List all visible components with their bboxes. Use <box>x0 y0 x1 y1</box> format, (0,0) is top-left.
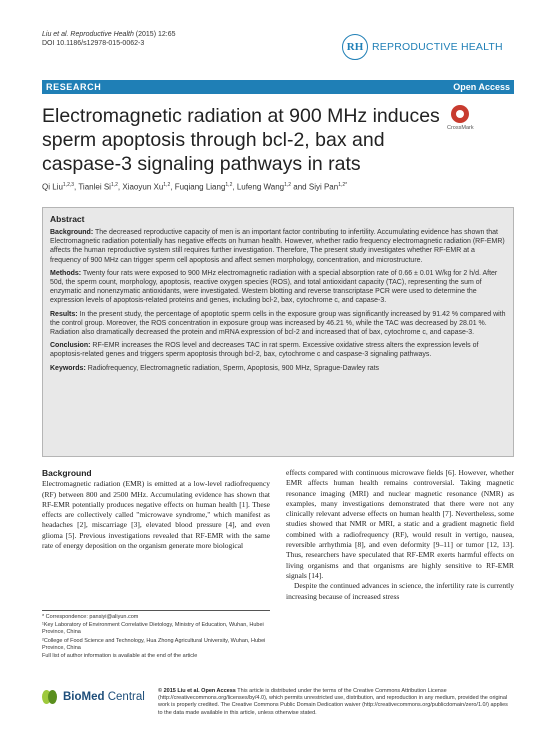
abstract-section-text: The decreased reproductive capacity of men is an important factor contributing to infertility. Accumulating evidence has shown that Electromagnetic radiation potentially has negative effects on human health. However, whether radio frequency electromagnetic radiation (RF-EMR) affects the human reproductive system still requires further investigation. Therefore, The present study investigates whether RF-EMR at a frequency of 900 MHz can trigger sperm cell apoptosis and affect semen morphology, concentration, and microstructure. <box>50 229 505 264</box>
background-heading: Background <box>42 468 92 478</box>
author-name: Fuqiang Liang <box>174 182 226 192</box>
body-paragraph: effects compared with continuous microwave fields [6]. However, whether EMR affects human health remains controversial. Taking magnetic resonance imaging (MRI) and nuclear magnetic resonance (NMR) as examples, many investigations demonstrated that there were not any clinically relevant adverse effects on human health [7]. Nevertheless, some studies showed that NMR or MRI, a static and a gradient magnetic field combined with a radiofrequency (RF), would result in vertigo, nausea, reversible arrhythmia [8], and even deformity [9–11] or tumor [12, 13]. Thus, researchers have speculated that RF-EMR exerts harmful effects on living organisms and that organisms are highly sensitive to RF-EMR signals [14]. <box>286 468 514 580</box>
abstract-paragraph <box>50 228 506 265</box>
body-column-right <box>286 468 514 602</box>
author-name: Qi Liu <box>42 182 63 192</box>
body-column-left <box>42 468 270 551</box>
correspondence-note[interactable]: * Correspondence: pansiyi@aliyun.com <box>42 614 139 620</box>
citation-doi: DOI 10.1186/s12978-015-0062-3 <box>42 40 145 47</box>
abstract-section-text: Radiofrequency, Electromagnetic radiation, Sperm, Apoptosis, 900 MHz, Sprague-Dawley rats <box>85 364 380 372</box>
body-paragraph: Electromagnetic radiation (EMR) is emitted at a low-level radiofrequency (RF) between 800 and 2500 MHz. Accumulating evidence has shown that RF-EMR potentially produces negative effects on human health [1]. These effects are collectively called "microwave syndrome," which manifest as headaches [2], miscarriage [3], elevated blood pressure [4], and even glioma [5]. Previous investigations revealed that RF-EMR with the same rate of energy deposition on the organism generate more biological <box>42 479 270 551</box>
body-paragraph: Despite the continued advances in science, the infertility rate is currently increasing because of increased stress <box>286 581 514 601</box>
affiliation-note: ¹Key Laboratory of Environment Correlative Dietology, Ministry of Education, Wuhan, Hubei Province, China <box>42 622 264 636</box>
section-banner <box>42 80 514 94</box>
article-title: Electromagnetic radiation at 900 MHz induces sperm apoptosis through bcl-2, bax and caspase-3 signaling pathways in rats <box>42 105 440 175</box>
author-affiliation-sup: 1,2* <box>338 182 348 188</box>
rh-logo-icon <box>342 34 368 60</box>
abstract-box <box>42 207 514 457</box>
abstract-paragraph <box>50 364 506 373</box>
author-affiliation-sup: 1,2 <box>110 182 118 188</box>
crossmark-icon <box>451 105 469 123</box>
author-list: Qi Liu$^{1,2,3}$, Tianlei Si$^{1,2}$, Xiaoyun Xu$^{1,2}$, Fuqiang Liang$^{1,2}$, Lufeng Wang$^{1,2}$ and Siyi Pan$^{1,2*}$ <box>42 182 348 192</box>
biomed-central-logo[interactable] <box>42 688 158 706</box>
crossmark-badge[interactable] <box>447 105 474 131</box>
journal-logo[interactable] <box>342 34 503 60</box>
abstract-sections <box>50 228 506 373</box>
abstract-section-text: In the present study, the percentage of apoptotic sperm cells in the exposure group was significantly increased by 91.42 % compared with the control group. Moreover, the ROS concentration in exposure group was increased by 46.21 %, while the TAC was decreased by 28.01 %. Radiation also dramatically decreased the protein and mRNA expression of bcl-2 and increased that of bax, cytochrome c, and capase-3. <box>50 310 506 337</box>
author-affiliation-sup: 1,2 <box>225 182 233 188</box>
author-name: Tianlei Si <box>78 182 111 192</box>
abstract-heading: Abstract <box>50 214 85 224</box>
abstract-section-label: Background: <box>50 229 94 236</box>
author-affiliation-sup: 1,2 <box>284 182 292 188</box>
author-affiliation-sup: 1,2,3 <box>62 182 75 188</box>
citation-volume: (2015) 12:65 <box>133 31 176 38</box>
abstract-section-label: Keywords: <box>50 364 86 372</box>
biomed-central-icon <box>42 688 60 706</box>
abstract-paragraph <box>50 269 506 306</box>
author-name: Lufeng Wang <box>236 182 285 192</box>
article-citation <box>42 30 176 48</box>
abstract-section-label: Methods: <box>50 269 82 277</box>
abstract-section-label: Conclusion: <box>50 342 91 350</box>
license-text: This article is distributed under the terms of the Creative Commons Attribution License (http://creativecommons.org/licenses/by/4.0), which permits unrestricted use, distribution, and reproduction in any medium, provided the original work is properly credited. The Creative Commons Public Domain Dedication waiver (http://creativecommons.org/publicdomain/zero/1.0/) applies to the data made available in this article, unless otherwise stated. <box>158 688 508 716</box>
abstract-section-text: RF-EMR increases the ROS level and decreases TAC in rat sperm. Excessive oxidative stress alters the expression levels of apoptosis-related genes and triggers sperm apoptosis through bcl-2, bax, cytochrome c and caspase-3 signaling pathways. <box>50 342 479 359</box>
author-info-note: Full list of author information is available at the end of the article <box>42 653 198 660</box>
abstract-section-label: Results: <box>50 310 78 318</box>
license-copyright: © 2015 Liu et al. Open Access <box>158 688 236 694</box>
journal-name: REPRODUCTIVE HEALTH <box>372 41 503 53</box>
author-name: Xiaoyun Xu <box>122 182 164 192</box>
author-name: Siyi Pan <box>308 182 339 192</box>
author-affiliation-sup: 1,2 <box>163 182 171 188</box>
abstract-paragraph <box>50 341 506 359</box>
footnotes <box>42 610 270 661</box>
publisher-name: BioMed Central <box>63 691 145 703</box>
section-label: RESEARCH <box>46 82 102 92</box>
rh-badge-text: RH <box>346 41 364 53</box>
affiliation-note: ²College of Food Science and Technology, Hua Zhong Agricultural University, Wuhan, Hubei Province, China <box>42 637 266 651</box>
page-footer <box>42 688 514 717</box>
abstract-paragraph <box>50 310 506 338</box>
crossmark-label: CrossMark <box>447 125 474 131</box>
license-statement <box>158 688 514 717</box>
abstract-section-text: Twenty four rats were exposed to 900 MHz electromagnetic radiation with a special absorption rate of 0.66 ± 0.01 W/kg for 2 h/d. After 50d, the sperm count, morphology, apoptosis, reactive oxygen species (ROS), and total antioxidant capacity (TAC), representing the sum of enzymatic and nonenzymatic antioxidants, were investigated. Western blotting and reverse transcriptase PCR were used to determine the expression levels of apoptosis-related proteins and genes, including bcl-2, bax, cytochrome c, and capase-3. <box>50 269 498 305</box>
open-access-label: Open Access <box>453 82 510 92</box>
citation-journal: Liu et al. Reproductive Health <box>42 31 134 38</box>
